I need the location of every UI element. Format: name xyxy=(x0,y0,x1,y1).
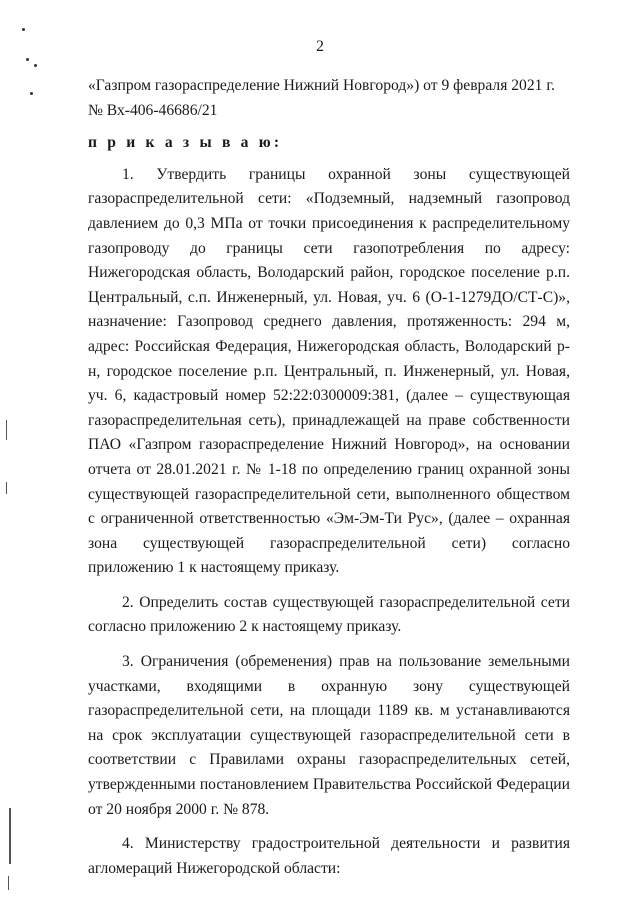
scan-speck xyxy=(30,92,33,95)
order-paragraph-3: 3. Ограничения (обременения) прав на пользование земельными участками, входящими в охранную зону существующей газораспределительной сети, на площади 1189 кв. м устанавливаются на срок эксплуатации существующей газораспределительной сети в соответствии с Правилами охраны газораспределительных сетей, утвержденными постановлением Правительства Российской Федерации от 20 ноября 2000 г. № 878. xyxy=(88,653,570,818)
scan-mark xyxy=(8,876,9,890)
scan-mark xyxy=(9,808,11,864)
order-paragraph-4: 4. Министерству градостроительной деятельности и развития агломераций Нижегородской области: xyxy=(88,835,570,877)
page-number: 2 xyxy=(316,38,324,55)
scan-mark xyxy=(6,482,7,494)
header-line: «Газпром газораспределение Нижний Новгород») от 9 февраля 2021 г. xyxy=(88,77,555,94)
document-body xyxy=(88,74,570,881)
scan-speck xyxy=(26,58,29,61)
order-paragraph-1: 1. Утвердить границы охранной зоны существующей газораспределительной сети: «Подземный, надземный газопровод давлением до 0,3 МПа от точки присоединения к распределительному газопроводу до границы сети газопотребления по адресу: Нижегородская область, Володарский район, городское поселение р.п. Центральный, с.п. Инженерный, ул. Новая, уч. 6 (О-1-1279ДО/СТ-С)», назначение: Газопровод среднего давления, протяженность: 294 м, адрес: Российская Федерация, Нижегородская область, Володарский р-н, городское поселение р.п. Центральный, п. Инженерный, ул. Новая, уч. 6, кадастровый номер 52:22:0300009:381, (далее – существующая газораспределительная сеть), принадлежащей на праве собственности ПАО «Газпром газораспределение Нижний Новгород», на основании отчета от 28.01.2021 г. № 1-18 по определению границ охранной зоны существующей газораспределительной сети, выполненного обществом с ограниченной ответственностью «Эм-Эм-Ти Рус», (далее – охранная зона существующей газораспределительной сети) согласно приложению 1 к настоящему приказу. xyxy=(88,165,570,577)
scan-speck xyxy=(34,64,37,67)
header-line: № Вх-406-46686/21 xyxy=(88,101,218,119)
order-paragraph-2: 2. Определить состав существующей газораспределительной сети согласно приложению 2 к настоящему приказу. xyxy=(88,593,570,636)
scan-mark xyxy=(6,420,7,440)
order-heading: п р и к а з ы в а ю: xyxy=(88,134,283,152)
scan-speck xyxy=(22,28,25,31)
